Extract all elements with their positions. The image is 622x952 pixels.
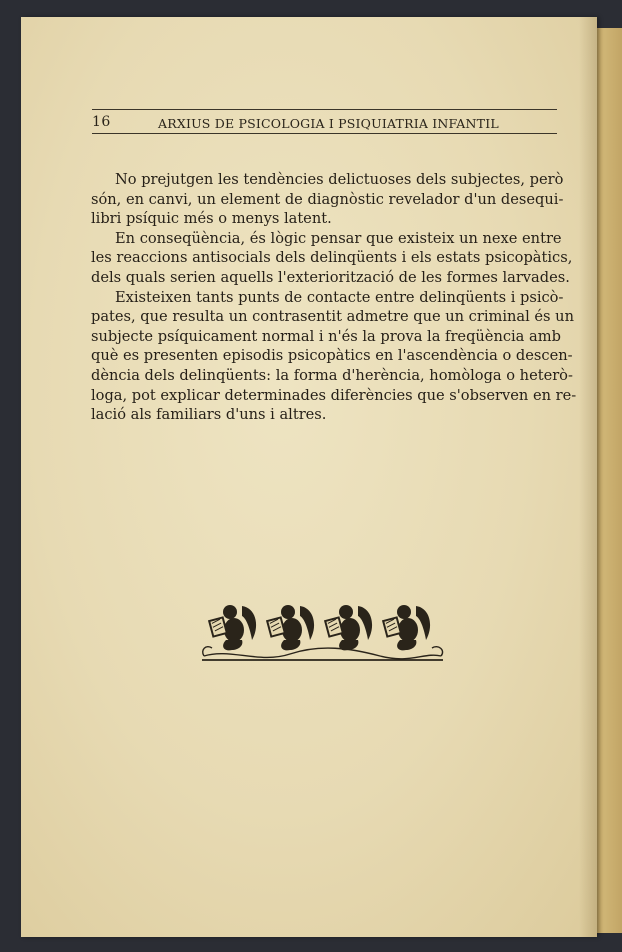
- text-line: pates, que resulta un contrasentit admetre que un criminal és un: [91, 308, 574, 326]
- paragraph-3: [91, 288, 577, 425]
- text-line: No prejutgen les tendències delictuoses dels subjectes, però: [115, 171, 564, 188]
- header-bottom-rule: [92, 133, 557, 134]
- text-line: dels quals serien aquells l'exteriorització de les formes larvades.: [91, 268, 570, 286]
- text-line: dència dels delinqüents: la forma d'herència, homòloga o heterò-: [91, 366, 573, 384]
- header-top-rule: [92, 109, 557, 110]
- running-head: ARXIUS DE PSICOLOGIA I PSIQUIATRIA INFANTIL: [158, 116, 499, 131]
- text-line: què es presenten episodis psicopàtics en l'ascendència o descen-: [91, 347, 573, 365]
- bleed-through-shadow: [150, 760, 490, 810]
- text-line: Existeixen tants punts de contacte entre delinqüents i psicò-: [115, 288, 564, 306]
- paragraph-2: [91, 229, 573, 288]
- text-line: En conseqüència, és lògic pensar que existeix un nexe entre: [115, 229, 562, 247]
- page-number: 16: [92, 114, 111, 130]
- text-line: libri psíquic més o menys latent.: [91, 210, 332, 228]
- text-line: subjecte psíquicament normal i n'és la prova la freqüència amb: [91, 327, 561, 345]
- paragraph-1: [91, 170, 564, 229]
- text-line: són, en canvi, un element de diagnòstic revelador d'un desequi-: [91, 190, 564, 208]
- text-line: les reaccions antisocials dels delinqüents i els estats psicopàtics,: [91, 249, 573, 267]
- text-line: lació als familiars d'uns i altres.: [91, 406, 327, 424]
- text-line: loga, pot explicar determinades diferències que s'observen en re-: [91, 386, 577, 404]
- cherub-reading-ornament-icon: [200, 598, 445, 664]
- body-text: [91, 170, 577, 425]
